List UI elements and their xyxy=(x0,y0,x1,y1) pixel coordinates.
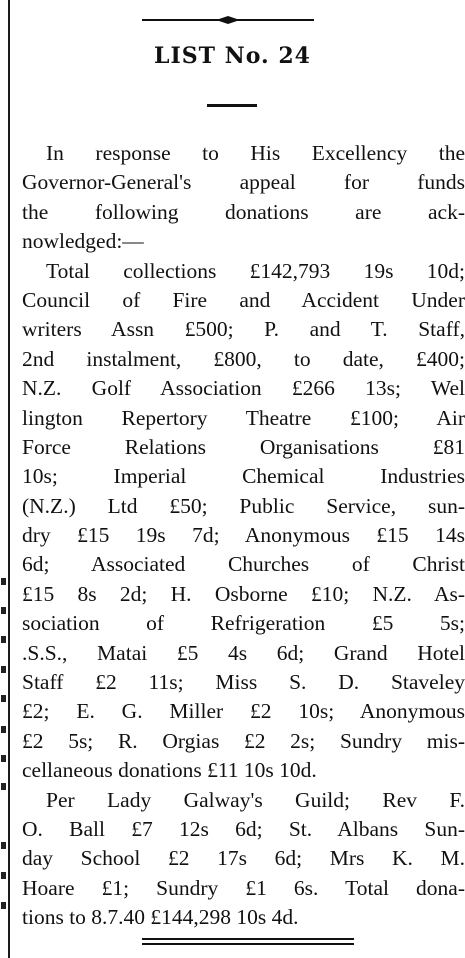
column-fragment xyxy=(1,636,6,643)
column-fragment xyxy=(1,607,6,614)
text-line: £2 5s; R. Orgias £2 2s; Sundry mis- xyxy=(22,728,465,753)
text-line: Per Lady Galway's Guild; Rev F. xyxy=(46,787,465,812)
text-line: Total collections £142,793 19s 10d; xyxy=(46,258,465,283)
text-line: tions to 8.7.40 £144,298 10s 4d. xyxy=(22,905,299,930)
text-line: O. Ball £7 12s 6d; St. Albans Sun- xyxy=(22,816,465,841)
text-line: sociation of Refrigeration £5 5s; xyxy=(22,611,465,636)
paragraph xyxy=(22,257,465,786)
text-line: Council of Fire and Accident Under xyxy=(22,287,465,312)
text-line: In response to His Excellency the xyxy=(46,141,465,165)
text-line: £15 8s 2d; H. Osborne £10; N.Z. As- xyxy=(22,581,465,606)
column-fragment xyxy=(1,726,6,733)
column-fragment xyxy=(1,783,6,790)
top-ornament-rule xyxy=(142,16,314,24)
text-line: 2nd instalment, £800, to date, £400; xyxy=(22,346,465,371)
column-fragment xyxy=(1,666,6,673)
column-fragment xyxy=(1,902,6,909)
column-fragment xyxy=(1,842,6,849)
text-line: day School £2 17s 6d; Mrs K. M. xyxy=(22,846,465,871)
text-line: writers Assn £500; P. and T. Staff, xyxy=(22,317,465,342)
list-heading: LIST No. 24 xyxy=(153,43,311,69)
text-line: Hoare £1; Sundry £1 6s. Total dona- xyxy=(22,875,465,900)
column-fragment xyxy=(1,872,6,879)
article-body xyxy=(22,139,465,933)
text-line: nowledged:— xyxy=(22,229,144,254)
text-line: Force Relations Organisations £81 xyxy=(22,434,465,459)
bottom-double-rule xyxy=(142,938,354,948)
text-line: Staff £2 11s; Miss S. D. Staveley xyxy=(22,670,465,695)
paragraph xyxy=(22,139,465,257)
paragraph xyxy=(22,786,465,933)
text-line: 10s; Imperial Chemical Industries xyxy=(22,464,465,489)
adjacent-column-fragments xyxy=(0,0,8,958)
column-fragment xyxy=(1,578,6,585)
text-line: .S.S., Matai £5 4s 6d; Grand Hotel xyxy=(22,640,465,665)
text-line: the following donations are ack- xyxy=(22,199,465,224)
text-line: dry £15 19s 7d; Anonymous £15 14s xyxy=(22,523,465,548)
text-line: Governor-General's appeal for funds xyxy=(22,170,465,195)
text-line: cellaneous donations £11 10s 10d. xyxy=(22,758,317,783)
text-line: N.Z. Golf Association £266 13s; Wel xyxy=(22,376,465,401)
text-line: (N.Z.) Ltd £50; Public Service, sun- xyxy=(22,493,465,518)
column-rule xyxy=(8,0,10,958)
heading-underline xyxy=(207,104,257,107)
text-line: 6d; Associated Churches of Christ xyxy=(22,552,465,577)
column-fragment xyxy=(1,755,6,762)
column-fragment xyxy=(1,695,6,702)
text-line: £2; E. G. Miller £2 10s; Anonymous xyxy=(22,699,465,724)
text-line: lington Repertory Theatre £100; Air xyxy=(22,405,465,430)
